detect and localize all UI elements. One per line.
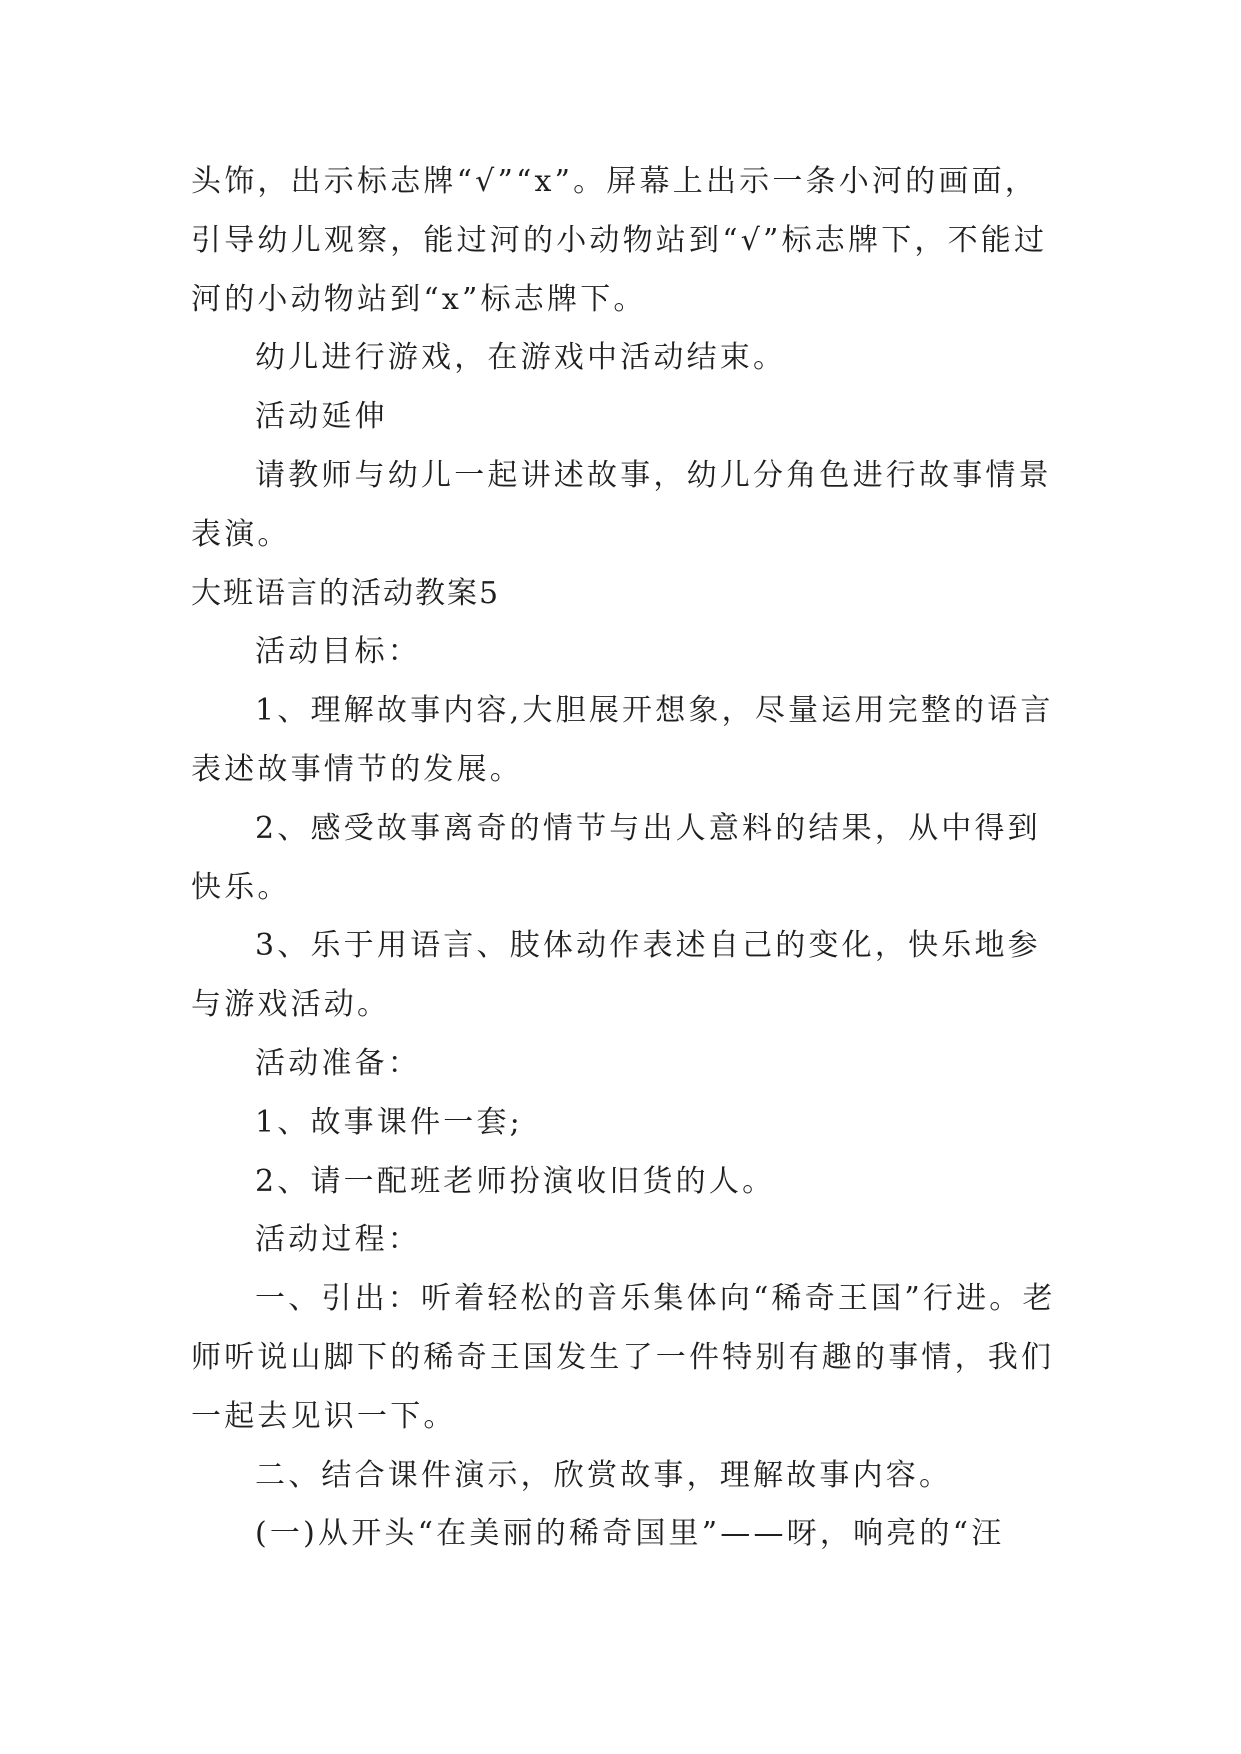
process-step-1: 一、引出：听着轻松的音乐集体向“稀奇王国”行进。老师听说山脚下的稀奇王国发生了一件特别有趣的事情，我们一起去见识一下。 [191,1281,1056,1434]
process-step-2: 二、结合课件演示，欣赏故事，理解故事内容。 [255,1457,953,1493]
paragraph-1: 头饰，出示标志牌“√”“x”。屏幕上出示一条小河的画面，引导幼儿观察，能过河的小动物站到“√”标志牌下，不能过河的小动物站到“x”标志牌下。 [191,164,1048,317]
document-body [191,153,1057,1564]
goal-item-3: 3、乐于用语言、肢体动作表述自己的变化，快乐地参与游戏活动。 [191,928,1041,1023]
preparation-item-1: 1、故事课件一套; [255,1104,523,1140]
section-label-goals: 活动目标： [255,634,421,670]
paragraph-4: 请教师与幼儿一起讲述故事，幼儿分角色进行故事情景表演。 [191,457,1052,552]
goal-item-2: 2、感受故事离奇的情节与出人意料的结果，从中得到快乐。 [191,810,1041,905]
section-label-preparation: 活动准备： [255,1045,421,1081]
section-label-process: 活动过程： [255,1222,421,1258]
lesson-heading: 大班语言的活动教案5 [191,575,501,611]
goal-item-1: 1、理解故事内容,大胆展开想象，尽量运用完整的语言表述故事情节的发展。 [191,693,1054,787]
paragraph-2: 幼儿进行游戏，在游戏中活动结束。 [255,340,787,376]
section-label-extension: 活动延伸 [255,399,388,435]
process-substep-1: (一)从开头“在美丽的稀奇国里”——呀，响亮的“汪 [255,1516,1005,1552]
preparation-item-2: 2、请一配班老师扮演收旧货的人。 [255,1163,776,1199]
